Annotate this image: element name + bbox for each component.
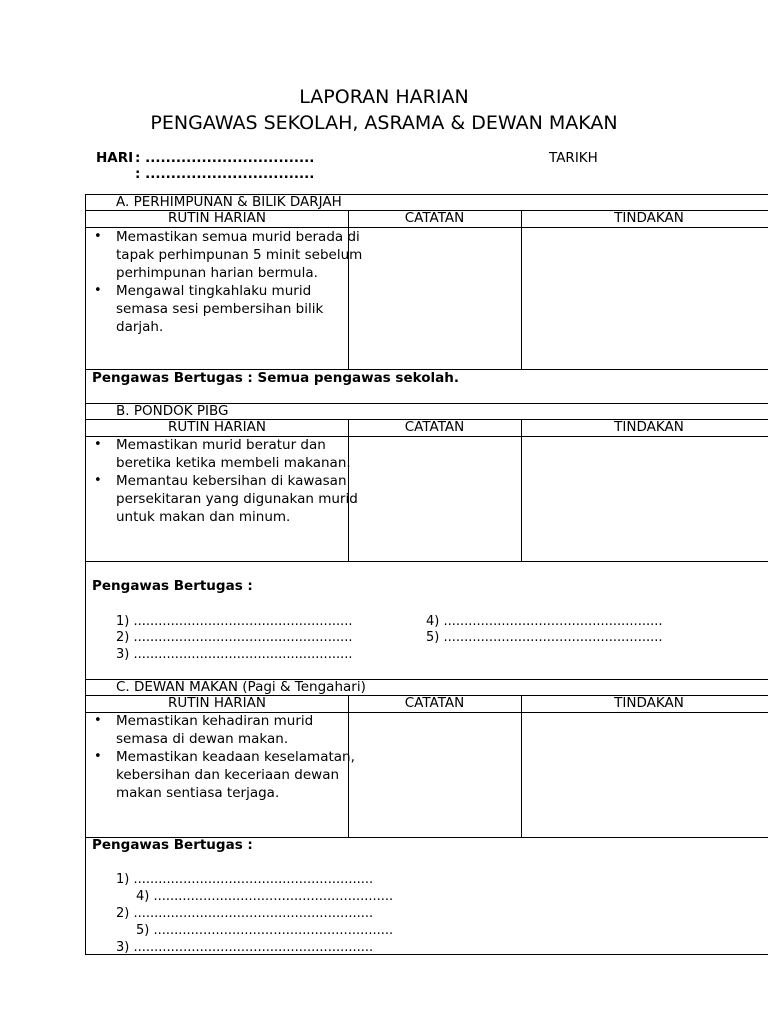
section-b-title: B. PONDOK PIBG: [116, 403, 229, 419]
list-item: • Memastikan kehadiran murid semasa di dewan makan.: [116, 712, 366, 748]
section-c-title: C. DEWAN MAKAN (Pagi & Tengahari): [116, 679, 366, 695]
col-catatan: CATATAN: [404, 419, 465, 435]
col-rutin-harian: RUTIN HARIAN: [168, 695, 266, 711]
duty-slot-4[interactable]: 4) ..........................................................: [136, 889, 394, 904]
col-tindakan: TINDAKAN: [614, 695, 684, 711]
duty-slot-4[interactable]: 4) .....................................................: [426, 614, 663, 629]
section-c-routine-list: [92, 712, 366, 802]
col-catatan: CATATAN: [404, 695, 465, 711]
tarikh-value[interactable]: : .................................: [135, 166, 315, 182]
duty-slot-3[interactable]: 3) ..........................................................: [116, 940, 374, 955]
duty-slot-5[interactable]: 5) ..........................................................: [136, 923, 394, 938]
page-subtitle: PENGAWAS SEKOLAH, ASRAMA & DEWAN MAKAN: [150, 112, 618, 134]
col-rutin-harian: RUTIN HARIAN: [168, 419, 266, 435]
section-a-routine-list: [92, 228, 366, 336]
section-c-table: [85, 679, 768, 955]
col-tindakan: TINDAKAN: [614, 210, 684, 226]
list-item: • Memastikan semua murid berada di tapak perhimpunan 5 minit sebelum perhimpunan harian bermula.: [116, 228, 366, 282]
duty-slot-5[interactable]: 5) .....................................................: [426, 630, 663, 645]
col-catatan: CATATAN: [404, 210, 465, 226]
section-a-title: A. PERHIMPUNAN & BILIK DARJAH: [116, 194, 342, 210]
section-b-duty-label: Pengawas Bertugas :: [92, 578, 253, 594]
col-rutin-harian: RUTIN HARIAN: [168, 210, 266, 226]
section-a-duty: Pengawas Bertugas : Semua pengawas sekolah.: [92, 370, 459, 386]
page-title: LAPORAN HARIAN: [299, 86, 469, 108]
col-tindakan: TINDAKAN: [614, 419, 684, 435]
tarikh-label: TARIKH: [549, 150, 598, 166]
list-item: • Memastikan keadaan keselamatan, kebersihan dan keceriaan dewan makan sentiasa terjaga.: [116, 748, 366, 802]
duty-slot-3[interactable]: 3) .....................................................: [116, 647, 353, 662]
section-b-routine-list: [92, 436, 376, 526]
duty-slot-2[interactable]: 2) ..........................................................: [116, 906, 374, 921]
section-c-duty-label: Pengawas Bertugas :: [92, 837, 253, 853]
list-item: • Memantau kebersihan di kawasan persekitaran yang digunakan murid untuk makan dan minum.: [116, 472, 376, 526]
list-item: • Memastikan murid beratur dan beretika ketika membeli makanan.: [116, 436, 376, 472]
section-b-table: [85, 403, 768, 680]
section-a-table: [85, 194, 768, 404]
hari-value[interactable]: : .................................: [135, 150, 315, 166]
duty-slot-1[interactable]: 1) ..........................................................: [116, 872, 374, 887]
duty-slot-1[interactable]: 1) .....................................................: [116, 614, 353, 629]
duty-slot-2[interactable]: 2) .....................................................: [116, 630, 353, 645]
hari-label: HARI: [96, 150, 134, 166]
list-item: • Mengawal tingkahlaku murid semasa sesi pembersihan bilik darjah.: [116, 282, 366, 336]
